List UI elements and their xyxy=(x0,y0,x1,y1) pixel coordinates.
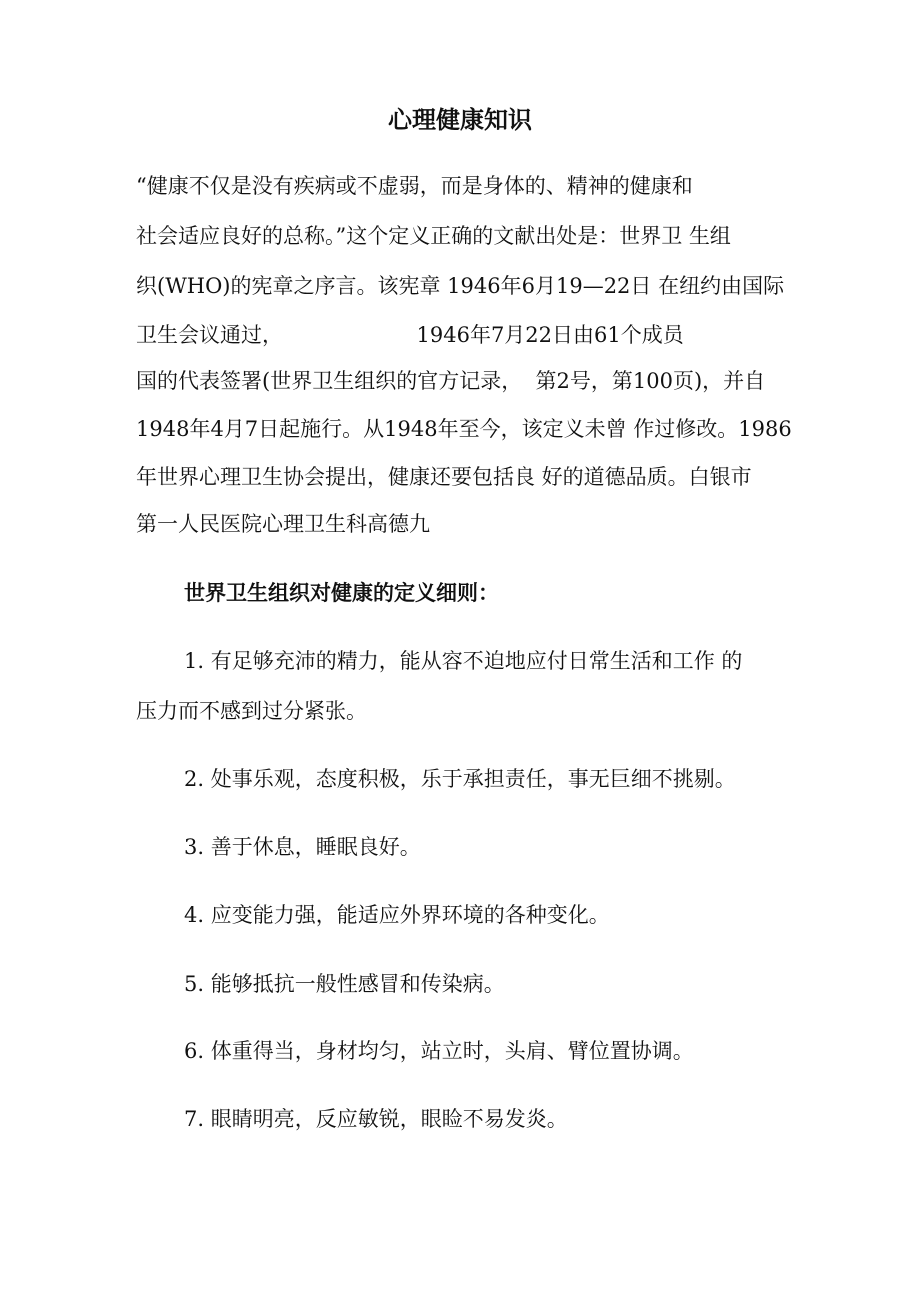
intro-line: 1948年4月7日起施行。从1948年至今，该定义未曾 作过修改。1986 xyxy=(136,417,792,441)
list-item: 3. 善于休息，睡眠良好。 xyxy=(184,835,421,859)
intro-line: 织(WHO)的宪章之序言。该宪章 1946年6月19—22日 在纽约由国际 xyxy=(136,274,785,298)
intro-line: 国的代表签署(世界卫生组织的官方记录， 第2号，第100页)，并自 xyxy=(136,369,766,393)
list-item: 2. 处事乐观，态度积极，乐于承担责任，事无巨细不挑剔。 xyxy=(184,767,736,791)
section-heading: 世界卫生组织对健康的定义细则： xyxy=(184,580,499,605)
list-item-continuation: 压力而不感到过分紧张。 xyxy=(136,699,367,723)
list-item: 1. 有足够充沛的精力，能从容不迫地应付日常生活和工作 的 xyxy=(184,649,743,673)
list-item: 6. 体重得当，身材均匀，站立时，头肩、臂位置协调。 xyxy=(184,1039,694,1063)
intro-line: 第一人民医院心理卫生科高德九 xyxy=(136,512,430,536)
page-title: 心理健康知识 xyxy=(388,105,532,134)
list-item: 5. 能够抵抗一般性感冒和传染病。 xyxy=(184,972,505,996)
intro-line: 年世界心理卫生协会提出，健康还要包括良 好的道德品质。白银市 xyxy=(136,465,752,489)
intro-line: 社会适应良好的总称。”这个定义正确的文献出处是：世界卫 生组 xyxy=(136,224,731,248)
list-item: 7. 眼睛明亮，反应敏锐，眼睑不易发炎。 xyxy=(184,1107,568,1131)
intro-line: 卫生会议通过， 1946年7月22日由61个成员 xyxy=(136,323,684,347)
list-item: 4. 应变能力强，能适应外界环境的各种变化。 xyxy=(184,903,610,927)
intro-line: “健康不仅是没有疾病或不虚弱，而是身体的、精神的健康和 xyxy=(136,174,693,198)
